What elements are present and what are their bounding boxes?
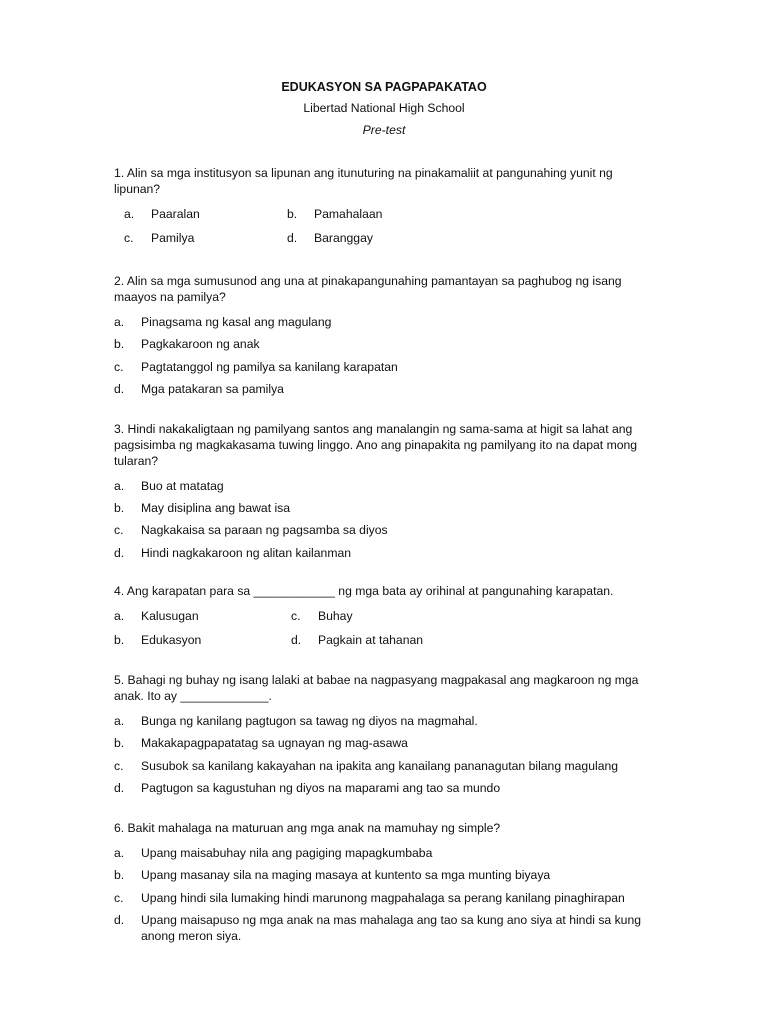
option-letter: c. xyxy=(114,359,124,374)
question-2 xyxy=(114,274,654,404)
option xyxy=(114,337,654,359)
option-letter: a. xyxy=(124,206,135,221)
option-text: Nagkakaisa sa paraan ng pagsamba sa diyos xyxy=(141,523,388,538)
option xyxy=(114,501,654,523)
option xyxy=(114,714,654,736)
question-6 xyxy=(114,821,654,945)
option xyxy=(114,315,654,337)
option-text: Upang masanay sila na maging masaya at kuntento sa mga munting biyaya xyxy=(141,868,551,883)
option-text: Pamilya xyxy=(151,230,195,245)
question-1 xyxy=(114,166,654,246)
question-stem: 6. Bakit mahalaga na maturuan ang mga anak na mamuhay ng simple? xyxy=(114,821,501,835)
document-title: EDUKASYON SA PAGPAPAKATAO xyxy=(281,80,487,94)
option-letter: b. xyxy=(287,206,298,221)
option-letter: a. xyxy=(114,845,125,860)
option xyxy=(114,546,654,568)
option-letter: c. xyxy=(114,523,124,538)
option-text: Pagkain at tahanan xyxy=(318,632,424,647)
option-letter: b. xyxy=(114,868,125,883)
question-options xyxy=(114,207,654,247)
option-letter: b. xyxy=(114,500,125,515)
option xyxy=(114,479,654,501)
option xyxy=(114,781,654,803)
option-letter: c. xyxy=(114,758,124,773)
option xyxy=(114,759,654,781)
option xyxy=(114,913,654,945)
question-3 xyxy=(114,422,654,568)
option xyxy=(114,382,654,404)
option-letter: c. xyxy=(291,608,301,623)
option-letter: d. xyxy=(114,780,125,795)
option-letter: d. xyxy=(114,545,125,560)
question-4 xyxy=(114,584,654,649)
option-text: Pamahalaan xyxy=(314,206,383,221)
option-text: Upang hindi sila lumaking hindi marunong magpahalaga sa perang kanilang pinaghirapan xyxy=(141,890,625,905)
option-letter: a. xyxy=(114,314,125,329)
option-text: Baranggay xyxy=(314,230,373,245)
option-letter: b. xyxy=(114,632,125,647)
school-name: Libertad National High School xyxy=(303,101,465,115)
option-text: Hindi nagkakaroon ng alitan kailanman xyxy=(141,545,352,560)
option-text: Pinagsama ng kasal ang magulang xyxy=(141,314,332,329)
option-text: Pagkakaroon ng anak xyxy=(141,337,260,352)
option-letter: b. xyxy=(114,736,125,751)
option-text: Pagtugon sa kagustuhan ng diyos na maparami ang tao sa mundo xyxy=(141,780,501,795)
option xyxy=(114,736,654,758)
option-letter: b. xyxy=(114,337,125,352)
option xyxy=(114,846,654,868)
option-text: Paaralan xyxy=(151,206,200,221)
option-letter: a. xyxy=(114,478,125,493)
question-options xyxy=(114,315,654,405)
option-letter: d. xyxy=(287,230,298,245)
question-options xyxy=(114,479,654,569)
question-stem: 2. Alin sa mga sumusunod ang una at pinakapangunahing pamantayan sa paghubog ng isang maayos na pamilya? xyxy=(114,274,622,304)
option-text: Kalusugan xyxy=(141,608,199,623)
option-letter: a. xyxy=(114,713,125,728)
option-letter: c. xyxy=(124,230,134,245)
option-text: Buo at matatag xyxy=(141,478,224,493)
option xyxy=(114,868,654,890)
option xyxy=(114,360,654,382)
question-5 xyxy=(114,673,654,803)
option-text: Upang maisabuhay nila ang pagiging mapagkumbaba xyxy=(141,845,433,860)
test-type: Pre-test xyxy=(362,123,406,137)
option xyxy=(114,891,654,913)
option-letter: d. xyxy=(114,381,125,396)
question-stem: 1. Alin sa mga institusyon sa lipunan ang itunuturing na pinakamaliit at pangunahing yunit ng lipunan? xyxy=(114,166,613,196)
option-text: May disiplina ang bawat isa xyxy=(141,500,291,515)
question-stem: 3. Hindi nakakaligtaan ng pamilyang santos ang manalangin ng sama-sama at higit sa lahat ang pagsisimba ng magkakasama tuwing linggo. Ano ang pinapakita ng pamilyang ito na dapat mong tularan? xyxy=(114,422,638,468)
option-letter: a. xyxy=(114,608,125,623)
option-text: Pagtatanggol ng pamilya sa kanilang karapatan xyxy=(141,359,398,374)
question-stem: 5. Bahagi ng buhay ng isang lalaki at babae na nagpasyang magpakasal ang magkaroon ng mga anak. Ito ay _____________. xyxy=(114,673,639,703)
option-text: Buhay xyxy=(318,608,353,623)
question-options xyxy=(114,846,654,945)
option-letter: d. xyxy=(114,913,125,928)
option-text: Bunga ng kanilang pagtugon sa tawag ng diyos na magmahal. xyxy=(141,713,478,728)
option-letter: c. xyxy=(114,890,124,905)
option-text: Upang maisapuso ng mga anak na mas mahalaga ang tao sa kung ano siya at hindi sa kung anong meron siya. xyxy=(141,913,642,943)
question-options xyxy=(114,714,654,804)
option-text: Edukasyon xyxy=(141,632,202,647)
question-stem: 4. Ang karapatan para sa ____________ ng mga bata ay orihinal at pangunahing karapatan. xyxy=(114,584,614,598)
question-options xyxy=(114,609,654,649)
option-text: Susubok sa kanilang kakayahan na ipakita ang kanailang pananagutan bilang magulang xyxy=(141,758,619,773)
option-text: Mga patakaran sa pamilya xyxy=(141,381,284,396)
option xyxy=(114,523,654,545)
option-text: Makakapagpapatatag sa ugnayan ng mag-asawa xyxy=(141,736,408,751)
option-letter: d. xyxy=(291,632,302,647)
